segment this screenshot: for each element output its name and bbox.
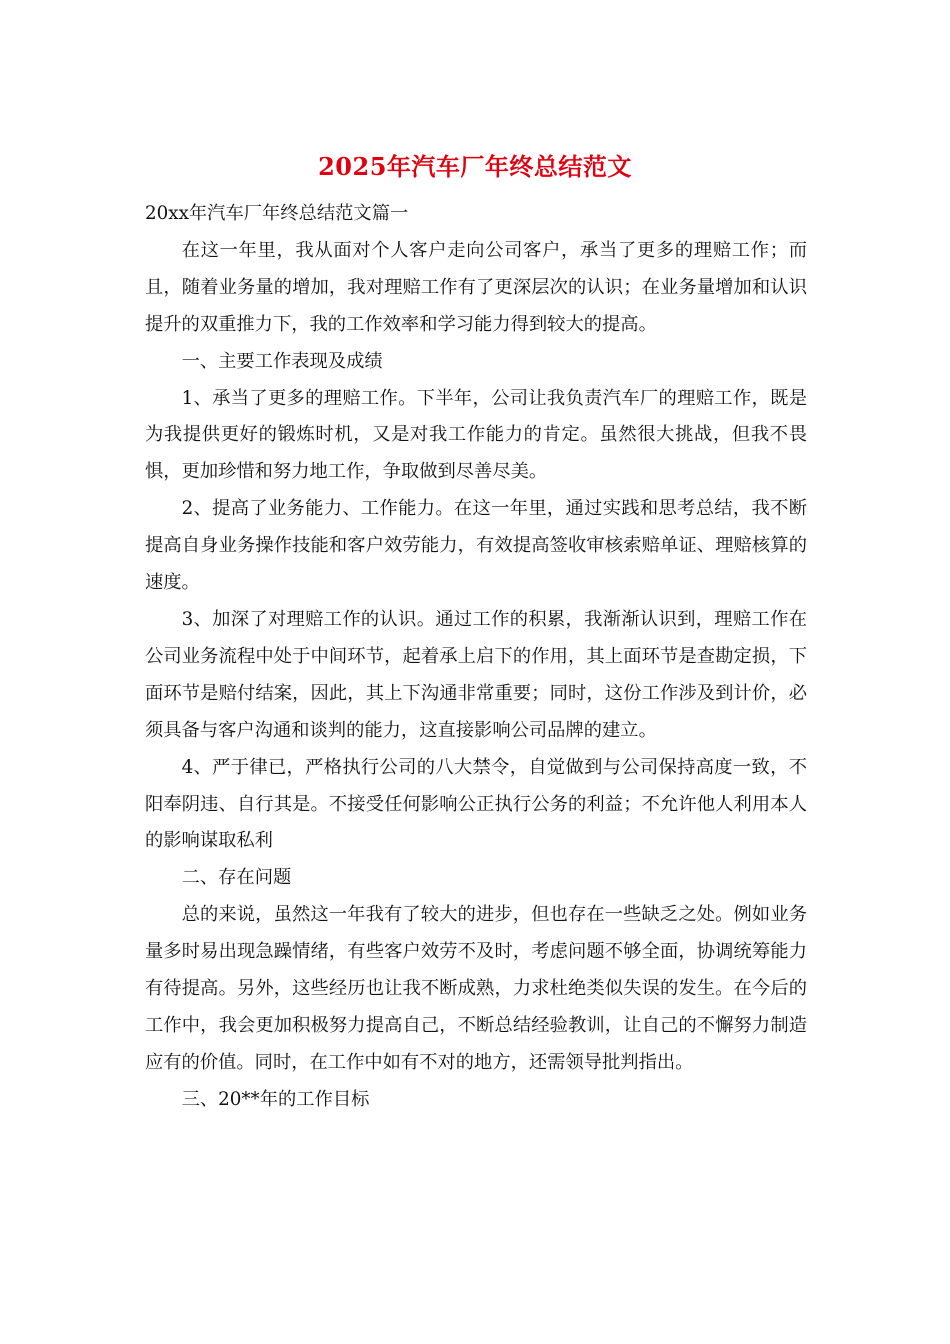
document-subtitle: 20xx年汽车厂年终总结范文篇一 — [145, 203, 409, 224]
document-title: 2025年汽车厂年终总结范文 — [318, 152, 632, 181]
paragraph-intro: 在这一年里，我从面对个人客户走向公司客户，承当了更多的理赔工作；而且，随着业务量的增加，我对理赔工作有了更深层次的认识；在业务量增加和认识提升的双重推力下，我的工作效率和学习能力得到较大的提高。 — [145, 239, 807, 335]
section-heading-problems: 二、存在问题 — [181, 867, 292, 889]
section-heading-achievements: 一、主要工作表现及成绩 — [181, 350, 383, 372]
paragraph-point-2: 2、提高了业务能力、工作能力。在这一年里，通过实践和思考总结，我不断提高自身业务操作技能和客户效劳能力，有效提高签收审核索赔单证、理赔核算的速度。 — [145, 498, 807, 594]
paragraph-problems: 总的来说，虽然这一年我有了较大的进步，但也存在一些缺乏之处。例如业务量多时易出现急躁情绪，有些客户效劳不及时，考虑问题不够全面，协调统筹能力有待提高。另外，这些经历也让我不断成熟，力求杜绝类似失误的发生。在今后的工作中，我会更加积极努力提高自己，不断总结经验教训，让自己的不懈努力制造应有的价值。同时，在工作中如有不对的地方，还需领导批判指出。 — [145, 904, 807, 1073]
section-heading-goals: 三、20**年的工作目标 — [181, 1088, 370, 1110]
document-body — [145, 196, 807, 1119]
paragraph-point-4: 4、严于律已，严格执行公司的八大禁令，自觉做到与公司保持高度一致，不阳奉阴违、自行其是。不接受任何影响公正执行公务的利益；不允许他人利用本人的影响谋取私利 — [145, 756, 807, 852]
paragraph-point-3: 3、加深了对理赔工作的认识。通过工作的积累，我渐渐认识到，理赔工作在公司业务流程中处于中间环节，起着承上启下的作用，其上面环节是查勘定损，下面环节是赔付结案，因此，其上下沟通非常重要；同时，这份工作涉及到计价，必须具备与客户沟通和谈判的能力，这直接影响公司品牌的建立。 — [145, 608, 807, 741]
paragraph-point-1: 1、承当了更多的理赔工作。下半年，公司让我负责汽车厂的理赔工作，既是为我提供更好的锻炼时机，又是对我工作能力的肯定。虽然很大挑战，但我不畏惧，更加珍惜和努力地工作，争取做到尽善尽美。 — [145, 387, 807, 483]
